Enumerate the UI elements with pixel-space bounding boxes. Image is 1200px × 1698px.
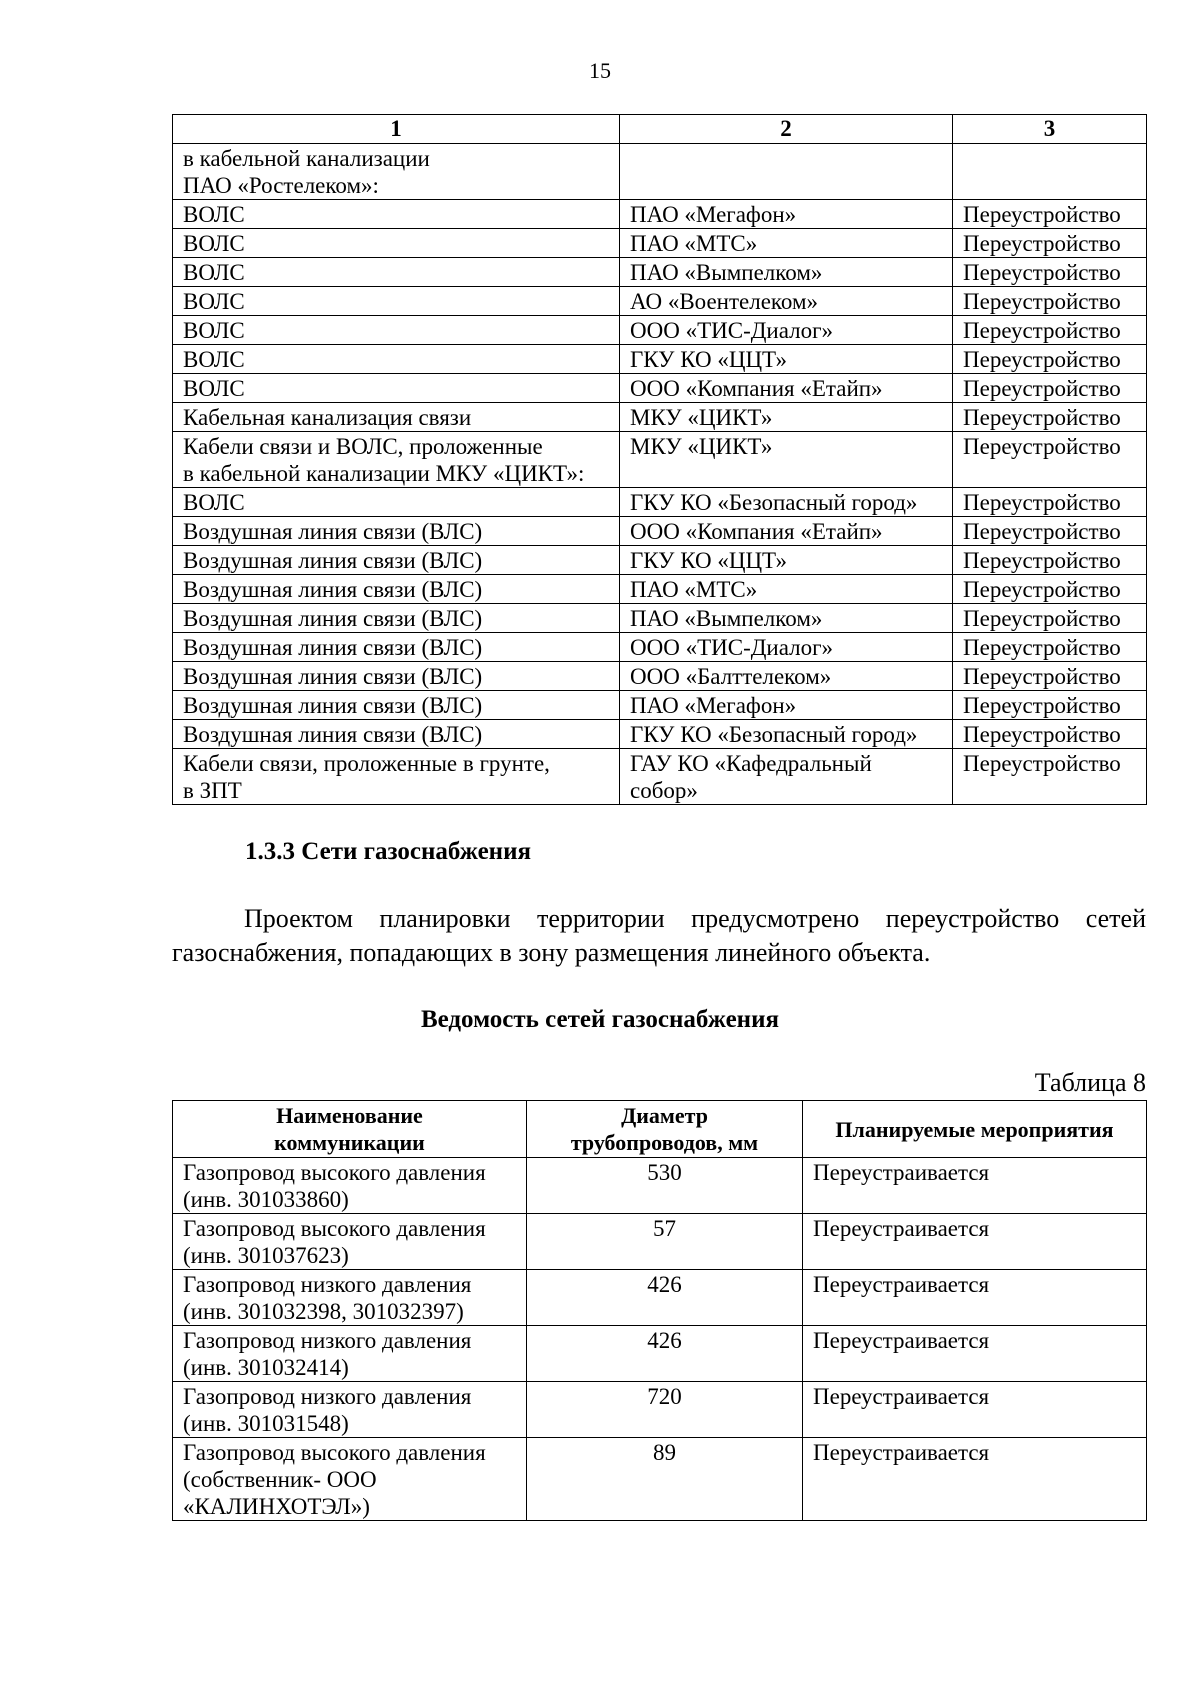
table-cell: ООО «Компания «Етайп» (620, 374, 953, 403)
communications-table-body (173, 144, 1147, 805)
table-cell: ООО «ТИС-Диалог» (620, 633, 953, 662)
table-header-row (173, 1101, 1147, 1158)
table-row (173, 1326, 1147, 1382)
table-cell: Газопровод высокого давления (собственник- ООО «КАЛИНХОТЭЛ») (173, 1438, 527, 1521)
table-row (173, 1270, 1147, 1326)
table-header-row (173, 115, 1147, 144)
table-cell: ГАУ КО «Кафедральный собор» (620, 749, 953, 805)
table-row (173, 374, 1147, 403)
communications-table (172, 114, 1147, 805)
table-cell: ПАО «Вымпелком» (620, 604, 953, 633)
table-cell: Газопровод низкого давления (инв. 301031548) (173, 1382, 527, 1438)
table-cell: ООО «ТИС-Диалог» (620, 316, 953, 345)
table-cell: Воздушная линия связи (ВЛС) (173, 633, 620, 662)
table-row (173, 1158, 1147, 1214)
table-cell: 426 (527, 1326, 803, 1382)
table-cell: Переустройство (953, 403, 1147, 432)
table-cell: Воздушная линия связи (ВЛС) (173, 604, 620, 633)
table-cell: Переустройство (953, 488, 1147, 517)
table-row (173, 720, 1147, 749)
table-cell: ПАО «Вымпелком» (620, 258, 953, 287)
table-cell: ПАО «МТС» (620, 575, 953, 604)
table-cell: ПАО «Мегафон» (620, 691, 953, 720)
table-row (173, 691, 1147, 720)
table-row (173, 200, 1147, 229)
table-row (173, 144, 1147, 200)
column-header: 2 (620, 115, 953, 144)
table-cell: 89 (527, 1438, 803, 1521)
table-cell: ВОЛС (173, 488, 620, 517)
table-cell: Переустройство (953, 517, 1147, 546)
table-row (173, 345, 1147, 374)
table-cell: АО «Воентелеком» (620, 287, 953, 316)
table-row (173, 749, 1147, 805)
table-cell: ВОЛС (173, 287, 620, 316)
table-cell: Переустройство (953, 749, 1147, 805)
table-cell: Воздушная линия связи (ВЛС) (173, 546, 620, 575)
table-cell: МКУ «ЦИКТ» (620, 403, 953, 432)
table-cell: 426 (527, 1270, 803, 1326)
table-row (173, 1382, 1147, 1438)
table-row (173, 229, 1147, 258)
table-cell: Переустройство (953, 200, 1147, 229)
table-cell: Воздушная линия связи (ВЛС) (173, 691, 620, 720)
table-cell: Переустройство (953, 287, 1147, 316)
table-cell: Переустраивается (803, 1382, 1147, 1438)
table-cell: Переустраивается (803, 1214, 1147, 1270)
table-row (173, 287, 1147, 316)
table-cell (953, 144, 1147, 200)
column-header: 1 (173, 115, 620, 144)
table-cell: Переустройство (953, 633, 1147, 662)
table-cell: ГКУ КО «ЦЦТ» (620, 345, 953, 374)
table-row (173, 432, 1147, 488)
table-cell: Воздушная линия связи (ВЛС) (173, 517, 620, 546)
table-cell: ГКУ КО «Безопасный город» (620, 488, 953, 517)
body-paragraph: Проектом планировки территории предусмотрено переустройство сетей газоснабжения, попадающих в зону размещения линейного объекта. (172, 904, 1146, 967)
table-cell: Воздушная линия связи (ВЛС) (173, 720, 620, 749)
table-cell: Воздушная линия связи (ВЛС) (173, 575, 620, 604)
table-cell: Переустройство (953, 546, 1147, 575)
gas-table-body (173, 1158, 1147, 1521)
table-cell: ГКУ КО «Безопасный город» (620, 720, 953, 749)
table-cell: ВОЛС (173, 200, 620, 229)
table-row (173, 1214, 1147, 1270)
table-cell: Кабели связи, проложенные в грунте, в ЗПТ (173, 749, 620, 805)
table-row (173, 316, 1147, 345)
table-cell: Переустройство (953, 316, 1147, 345)
table-cell: ООО «Компания «Етайп» (620, 517, 953, 546)
table-cell: в кабельной канализации ПАО «Ростелеком»: (173, 144, 620, 200)
table-cell: МКУ «ЦИКТ» (620, 432, 953, 488)
table-cell: Переустройство (953, 258, 1147, 287)
table-cell: ВОЛС (173, 345, 620, 374)
table-cell (620, 144, 953, 200)
column-header: Наименование коммуникации (173, 1101, 527, 1158)
table-cell: Газопровод низкого давления (инв. 301032398, 301032397) (173, 1270, 527, 1326)
table-cell: Переустройство (953, 345, 1147, 374)
table-cell: ПАО «Мегафон» (620, 200, 953, 229)
table-cell: Переустройство (953, 432, 1147, 488)
table-row (173, 604, 1147, 633)
table-row (173, 258, 1147, 287)
table-row (173, 517, 1147, 546)
table-cell: ВОЛС (173, 374, 620, 403)
gas-networks-table (172, 1100, 1147, 1521)
table-cell: Кабели связи и ВОЛС, проложенные в кабельной канализации МКУ «ЦИКТ»: (173, 432, 620, 488)
table-cell: ГКУ КО «ЦЦТ» (620, 546, 953, 575)
table-cell: Переустройство (953, 691, 1147, 720)
table-cell: Переустройство (953, 374, 1147, 403)
table-cell: ВОЛС (173, 258, 620, 287)
table-row (173, 575, 1147, 604)
table-cell: Газопровод высокого давления (инв. 301033860) (173, 1158, 527, 1214)
table-cell: Газопровод высокого давления (инв. 301037623) (173, 1214, 527, 1270)
table-row (173, 546, 1147, 575)
table-cell: 720 (527, 1382, 803, 1438)
table-cell: Газопровод низкого давления (инв. 301032414) (173, 1326, 527, 1382)
table-cell: Кабельная канализация связи (173, 403, 620, 432)
table-cell: Переустройство (953, 604, 1147, 633)
table-cell: ООО «Балттелеком» (620, 662, 953, 691)
column-header: Диаметр трубопроводов, мм (527, 1101, 803, 1158)
table-cell: ВОЛС (173, 316, 620, 345)
column-header: 3 (953, 115, 1147, 144)
table-cell: ПАО «МТС» (620, 229, 953, 258)
table-cell: 57 (527, 1214, 803, 1270)
gas-table-title: Ведомость сетей газоснабжения (420, 1006, 780, 1033)
table-row (173, 488, 1147, 517)
table-cell: 530 (527, 1158, 803, 1214)
table-cell: Переустраивается (803, 1438, 1147, 1521)
table-row (173, 403, 1147, 432)
table-cell: Переустраивается (803, 1326, 1147, 1382)
section-heading: 1.3.3 Сети газоснабжения (245, 838, 531, 865)
page-number: 15 (589, 58, 611, 83)
table-cell: Переустройство (953, 229, 1147, 258)
table-cell: Переустройство (953, 662, 1147, 691)
column-header: Планируемые мероприятия (803, 1101, 1147, 1158)
table-row (173, 1438, 1147, 1521)
table-row (173, 633, 1147, 662)
table-row (173, 662, 1147, 691)
table-caption: Таблица 8 (1034, 1068, 1146, 1097)
table-cell: Переустройство (953, 575, 1147, 604)
table-cell: Переустройство (953, 720, 1147, 749)
table-cell: Воздушная линия связи (ВЛС) (173, 662, 620, 691)
table-cell: ВОЛС (173, 229, 620, 258)
table-cell: Переустраивается (803, 1158, 1147, 1214)
table-cell: Переустраивается (803, 1270, 1147, 1326)
